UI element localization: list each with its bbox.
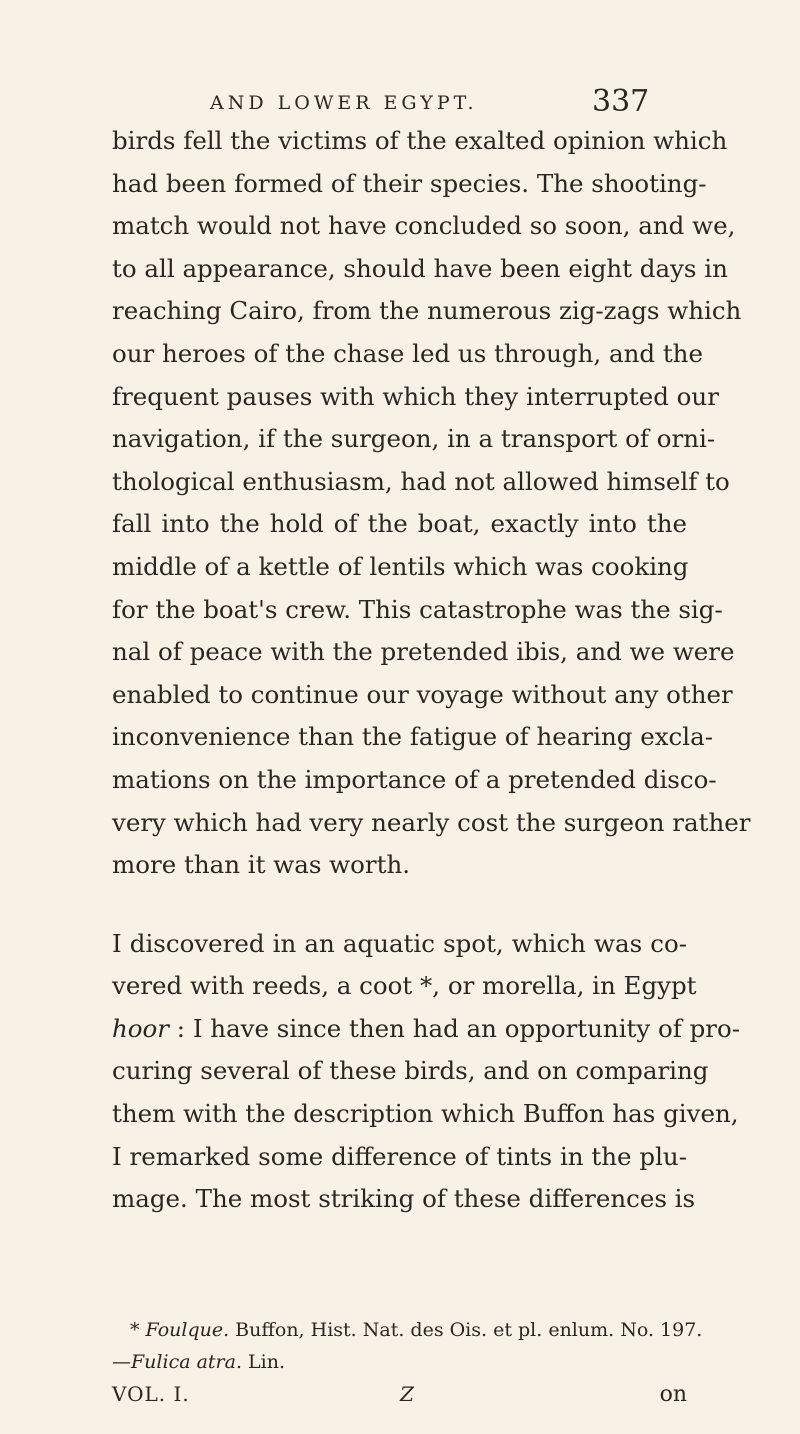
text-line: mations on the importance of a pretended disco- (112, 764, 717, 794)
text-line: curing several of these birds, and on comparing (112, 1056, 709, 1086)
text-line: them with the description which Buffon has given, (112, 1099, 739, 1129)
text-line: fall into the hold of the boat, exactly into the (112, 509, 687, 539)
text-line: more than it was worth. (112, 850, 411, 880)
paragraph-gap (112, 887, 687, 923)
text-line: for the boat's crew. This catastrophe was the sig- (112, 594, 723, 624)
footnote-citation: Buffon, Hist. Nat. des Ois. et pl. enlum. No. 197. (229, 1319, 703, 1341)
body-text (112, 120, 751, 1221)
text-line: had been formed of their species. The shooting- (112, 168, 707, 198)
text-line: to all appearance, should have been eight days in (112, 253, 728, 283)
text-line: very which had very nearly cost the surgeon rather (112, 807, 751, 837)
text-line: match would not have concluded so soon, and we, (112, 211, 736, 241)
text-line: our heroes of the chase led us through, and the (112, 338, 703, 368)
footnote-dash: — (112, 1351, 131, 1373)
catchword: on (659, 1382, 687, 1407)
text-line: hoor : I have since then had an opportunity of pro- (112, 1013, 741, 1043)
text-line: middle of a kettle of lentils which was cooking (112, 551, 689, 581)
volume-label: VOL. I. (112, 1382, 190, 1406)
footnote-line-1 (112, 1314, 703, 1346)
text-line: nal of peace with the pretended ibis, and we were (112, 637, 735, 667)
text-line: navigation, if the surgeon, in a transport of orni- (112, 424, 716, 454)
text-line: enabled to continue our voyage without any other (112, 679, 733, 709)
text-line: thological enthusiasm, had not allowed himself to (112, 466, 730, 496)
text-line: birds fell the victims of the exalted opinion which (112, 126, 728, 155)
paragraph-2 (112, 923, 741, 1221)
footnote-authority: Lin. (242, 1351, 286, 1373)
text-line: I remarked some difference of tints in the plu- (112, 1141, 687, 1171)
paragraph-1 (112, 120, 751, 887)
signature-line (112, 1382, 687, 1414)
text-line: I discovered in an aquatic spot, which was co- (112, 928, 687, 958)
page-number: 337 (592, 84, 650, 119)
footnote-line-2 (112, 1346, 687, 1378)
text-line: vered with reeds, a coot *, or morella, in Egypt (112, 971, 697, 1001)
text-line: mage. The most striking of these differences is (112, 1184, 696, 1214)
footnote-marker: * (130, 1319, 140, 1341)
egyptian-term: hoor (112, 1013, 169, 1043)
text-line: reaching Cairo, from the numerous zig-zags which (112, 296, 742, 326)
signature-mark: Z (400, 1382, 414, 1406)
footnote (112, 1314, 703, 1378)
footnote-latin-name: Fulica atra. (131, 1351, 242, 1373)
running-head: AND LOWER EGYPT. (210, 92, 478, 114)
text-line: inconvenience than the fatigue of hearing excla- (112, 722, 713, 752)
footnote-term: Foulque. (145, 1319, 230, 1341)
text-line: frequent pauses with which they interrupted our (112, 381, 719, 411)
